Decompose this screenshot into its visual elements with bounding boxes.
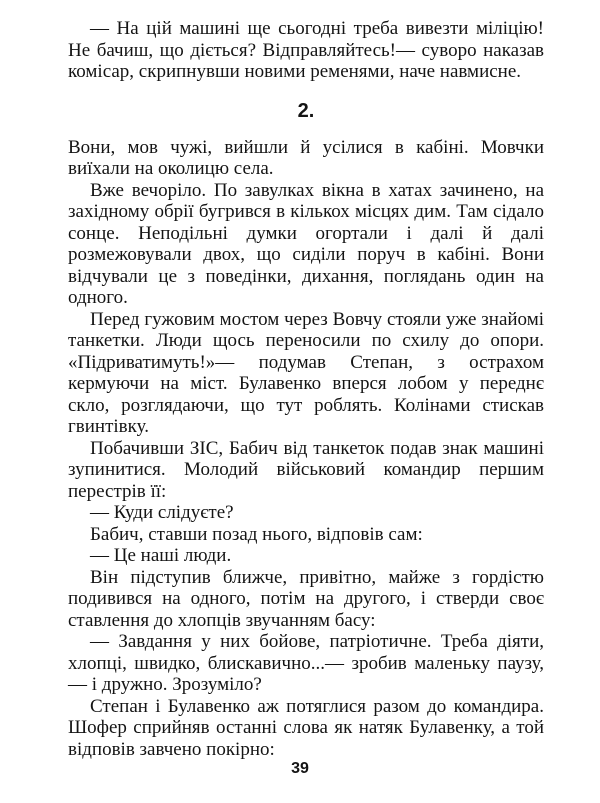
paragraph: Він підступив ближче, привітно, майже з гордістю подивився на одного, потім на другого, і стверди своє ставлення до хлопців звучанням басу: (68, 566, 544, 631)
paragraph: Бабич, ставши позад нього, відповів сам: (90, 523, 423, 545)
paragraph: Побачивши ЗІС, Бабич від танкеток подав знак машині зупинитися. Молодий військовий командир першим перестрів її: (68, 437, 544, 502)
paragraph: Вже вечоріло. По завулках вікна в хатах зачинено, на західному обрії бугрився в кількох місцях дим. Там сідало сонце. Неподільні думки огортали і далі й далі розмежовували двох, що сиділи поруч в кабіні. Вони відчували це з поведінки, дихання, поглядань один на одного. (68, 179, 544, 308)
dialogue-line: — Куди слідуєте? (90, 502, 234, 523)
dialogue-line: — Завдання у них бойове, патріотичне. Треба діяти, хлопці, швидко, блискавично...— зробив маленьку паузу,— і дружно. Зрозуміло? (68, 631, 544, 695)
opening-paragraph: — На цій машині ще сьогодні треба вивезти міліцію! Не бачиш, що діється? Відправляйтесь!— суворо наказав комісар, скрипнувши новими ременями, наче навмисне. (68, 18, 544, 82)
paragraph: Перед гужовим мостом через Вовчу стояли уже знайомі танкетки. Люди щось переносили по схилу до опори. «Підриватимуть!»— подумав Степан, з острахом кермуючи на міст. Булавенко вперся лобом у переднє скло, розглядаючи, що тут роблять. Колінами стискав гвинтівку. (68, 308, 544, 437)
paragraph: Степан і Булавенко аж потяглися разом до командира. Шофер сприйняв останні слова як натяк Булавенку, а той відповів завчено покірно: (68, 695, 544, 760)
page-text (68, 18, 544, 760)
chapter-number: 2. (297, 99, 315, 122)
paragraph: Вони, мов чужі, вийшли й усілися в кабіні. Мовчки виїхали на околицю села. (68, 136, 544, 179)
dialogue-line: — Це наші люди. (90, 545, 232, 566)
page-number: 39 (291, 760, 309, 777)
